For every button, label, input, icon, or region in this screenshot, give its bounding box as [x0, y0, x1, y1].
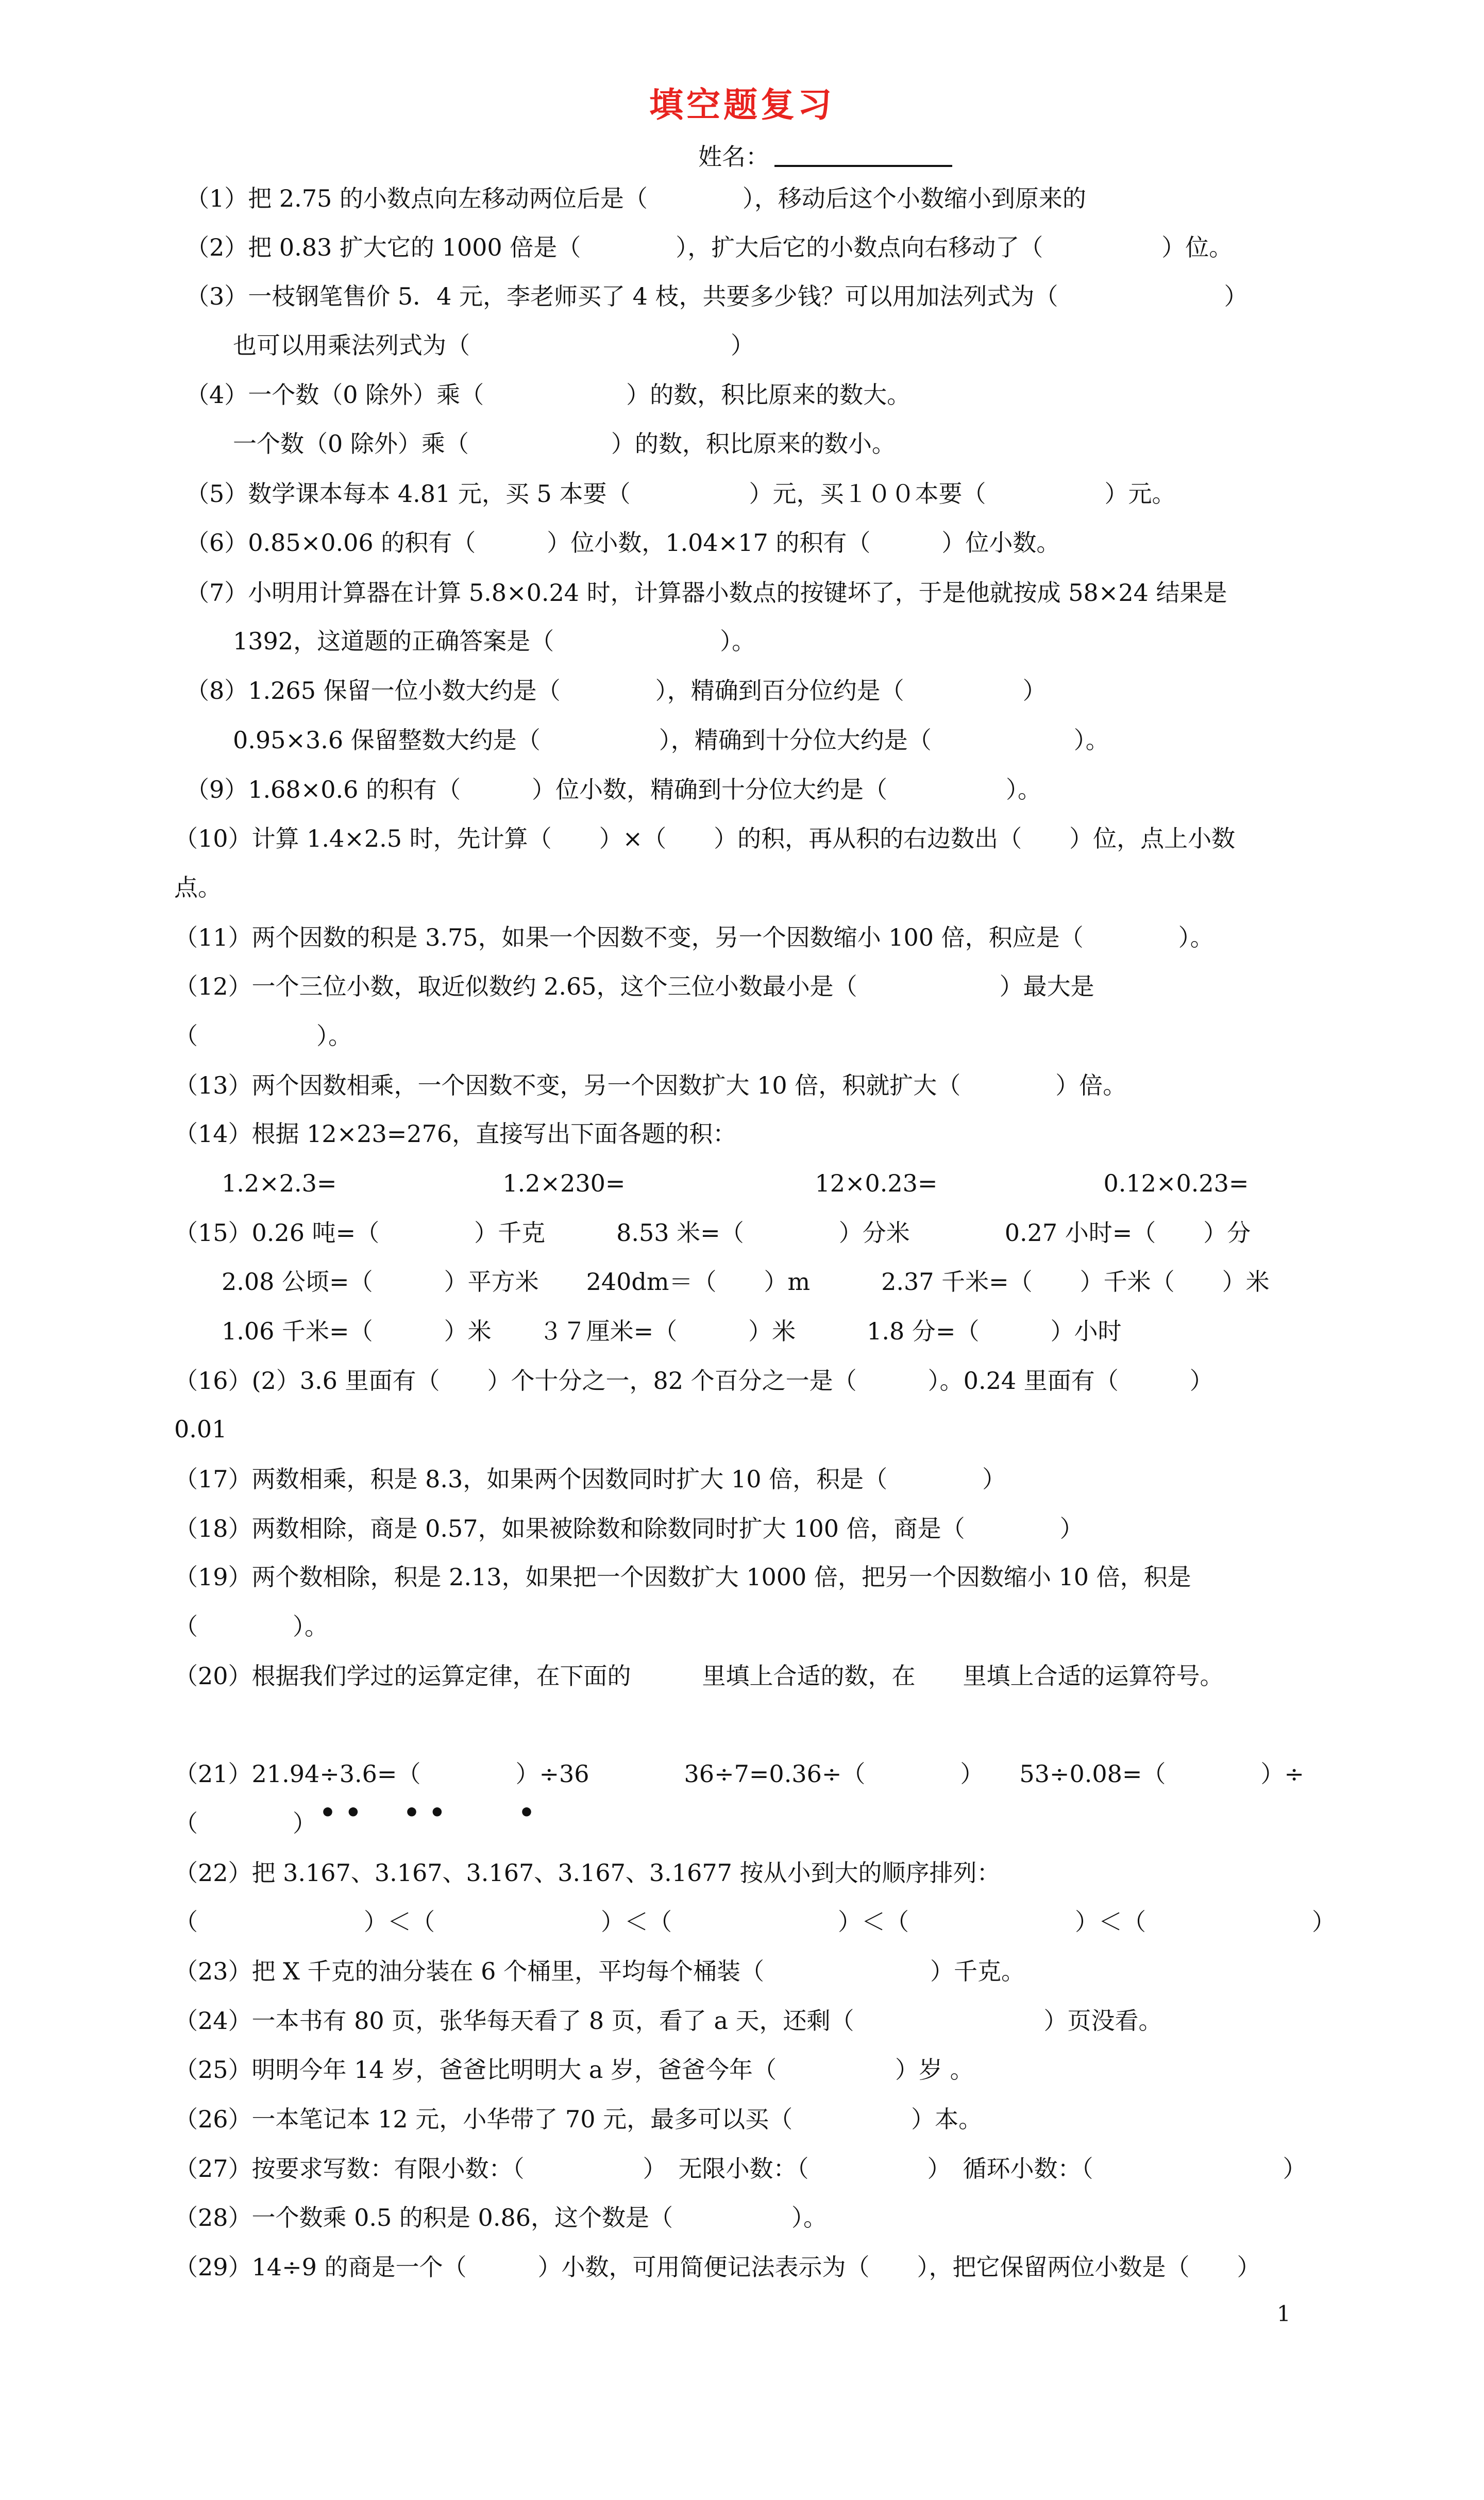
question-line: （5）数学课本每本 4.81 元，买 5 本要（ ）元，买１００本要（ ）元。 [185, 480, 1176, 508]
question-line: （26）一本笔记本 12 元，小华带了 70 元，最多可以买（ ）本。 [174, 2105, 983, 2133]
question-line: （3）一枝钢笔售价 5．4 元，李老师买了 4 枝，共要多少钱？可以用加法列式为（ ） [185, 282, 1248, 310]
question-line: 1392，这道题的正确答案是（ ）。 [185, 627, 756, 655]
question-line: 1.2×2.3= 1.2×230= 12×0.23= 0.12×0.23= [174, 1169, 1249, 1197]
question-line: （11）两个因数的积是 3.75，如果一个因数不变，另一个因数缩小 100 倍，积应是（ ）。 [174, 924, 1214, 951]
question-line: （23）把 X 千克的油分装在 6 个桶里，平均每个桶装（ ）千克。 [174, 1957, 1025, 1985]
question-line: （27）按要求写数：有限小数：（ ） 无限小数：（ ） 循环小数：（ ） [174, 2155, 1307, 2183]
question-line: 一个数（0 除外）乘（ ）的数，积比原来的数小。 [185, 430, 896, 458]
name-blank-line[interactable] [774, 144, 952, 167]
question-line: （10）计算 1.4×2.5 时，先计算（ ）×（ ）的积，再从积的右边数出（ ）位，点上小数 [174, 825, 1236, 852]
question-line: （25）明明今年 14 岁，爸爸比明明大 a 岁，爸爸今年（ ）岁 。 [174, 2056, 974, 2084]
question-line: （29）14÷9 的商是一个（ ）小数，可用简便记法表示为（ ），把它保留两位小数是（ ） [174, 2253, 1261, 2281]
question-line: （18）两数相除，商是 0.57，如果被除数和除数同时扩大 100 倍，商是（ ） [174, 1515, 1084, 1542]
question-line: 0.95×3.6 保留整数大约是（ ），精确到十分位大约是（ ）。 [185, 726, 1109, 754]
question-line: 0.01 [174, 1415, 227, 1443]
question-line: （12）一个三位小数，取近似数约 2.65，这个三位小数最小是（ ）最大是 [174, 972, 1094, 1000]
question-line: （17）两数相乘，积是 8.3，如果两个因数同时扩大 10 倍，积是（ ） [174, 1465, 1006, 1493]
question-line: 1.06 千米=（ ）米 ３７厘米=（ ）米 1.8 分=（ ）小时 [174, 1317, 1122, 1345]
question-line: （16）(2）3.6 里面有（ ）个十分之一，82 个百分之一是（ ）。0.24 里面有（ ） [174, 1367, 1213, 1395]
question-line: （14）根据 12×23=276，直接写出下面各题的积： [174, 1120, 737, 1148]
question-line: （21）21.94÷3.6=（ ）÷36 36÷7=0.36÷（ ） 53÷0.08=（ ）÷ [174, 1760, 1304, 1788]
question-line: （28）一个数乘 0.5 的积是 0.86，这个数是（ ）。 [174, 2204, 827, 2231]
question-line: （13）两个因数相乘，一个因数不变，另一个因数扩大 10 倍，积就扩大（ ）倍。 [174, 1071, 1127, 1099]
question-line: （ ）＜（ ）＜（ ）＜（ ）＜（ ） [174, 1908, 1336, 1936]
question-line: （ ） [174, 1809, 316, 1837]
question-line: （8）1.265 保留一位小数大约是（ ），精确到百分位约是（ ） [185, 677, 1047, 704]
question-line: （1）把 2.75 的小数点向左移动两位后是（ ），移动后这个小数缩小到原来的 [185, 184, 1086, 212]
question-line: （ ）。 [174, 1022, 352, 1050]
name-field-row [698, 138, 952, 172]
question-line: 2.08 公顷=（ ）平方米 240dm＝（ ）m 2.37 千米=（ ）千米（ ）米 [174, 1268, 1270, 1296]
page-number: 1 [1277, 2301, 1291, 2326]
question-line: （20）根据我们学过的运算定律，在下面的 里填上合适的数，在 里填上合适的运算符号。 [174, 1662, 1224, 1690]
name-label: 姓名： [698, 143, 769, 171]
question-line: （2）把 0.83 扩大它的 1000 倍是（ ），扩大后它的小数点向右移动了（ ）位。 [185, 233, 1233, 261]
question-line: （7）小明用计算器在计算 5.8×0.24 时，计算器小数点的按键坏了，于是他就按成 58×24 结果是 [185, 579, 1227, 607]
repeating-decimal-dots: • • [319, 1797, 362, 1827]
repeating-decimal-dots: • [518, 1797, 535, 1827]
question-line: （24）一本书有 80 页，张华每天看了 8 页，看了 a 天，还剩（ ）页没看。 [174, 2007, 1162, 2035]
question-line: （15）0.26 吨=（ ）千克 8.53 米=（ ）分米 0.27 小时=（ ）分 [174, 1219, 1251, 1247]
question-line: （19）两个数相除，积是 2.13，如果把一个因数扩大 1000 倍，把另一个因数缩小 10 倍，积是 [174, 1563, 1191, 1591]
question-line: 点。 [174, 874, 222, 901]
question-line: （22）把 3.167、3.167、3.167、3.167、3.1677 按从小到大的顺序排列： [174, 1859, 1001, 1887]
question-line: 也可以用乘法列式为（ ） [185, 331, 754, 359]
repeating-decimal-dots: • • [403, 1797, 446, 1827]
question-line: （9）1.68×0.6 的积有（ ）位小数，精确到十分位大约是（ ）。 [185, 776, 1042, 803]
question-line: （4）一个数（0 除外）乘（ ）的数，积比原来的数大。 [185, 381, 911, 409]
page-title: 填空题复习 [649, 85, 835, 125]
question-line: （ ）。 [174, 1613, 328, 1640]
question-line: （6）0.85×0.06 的积有（ ）位小数，1.04×17 的积有（ ）位小数。 [185, 529, 1060, 557]
